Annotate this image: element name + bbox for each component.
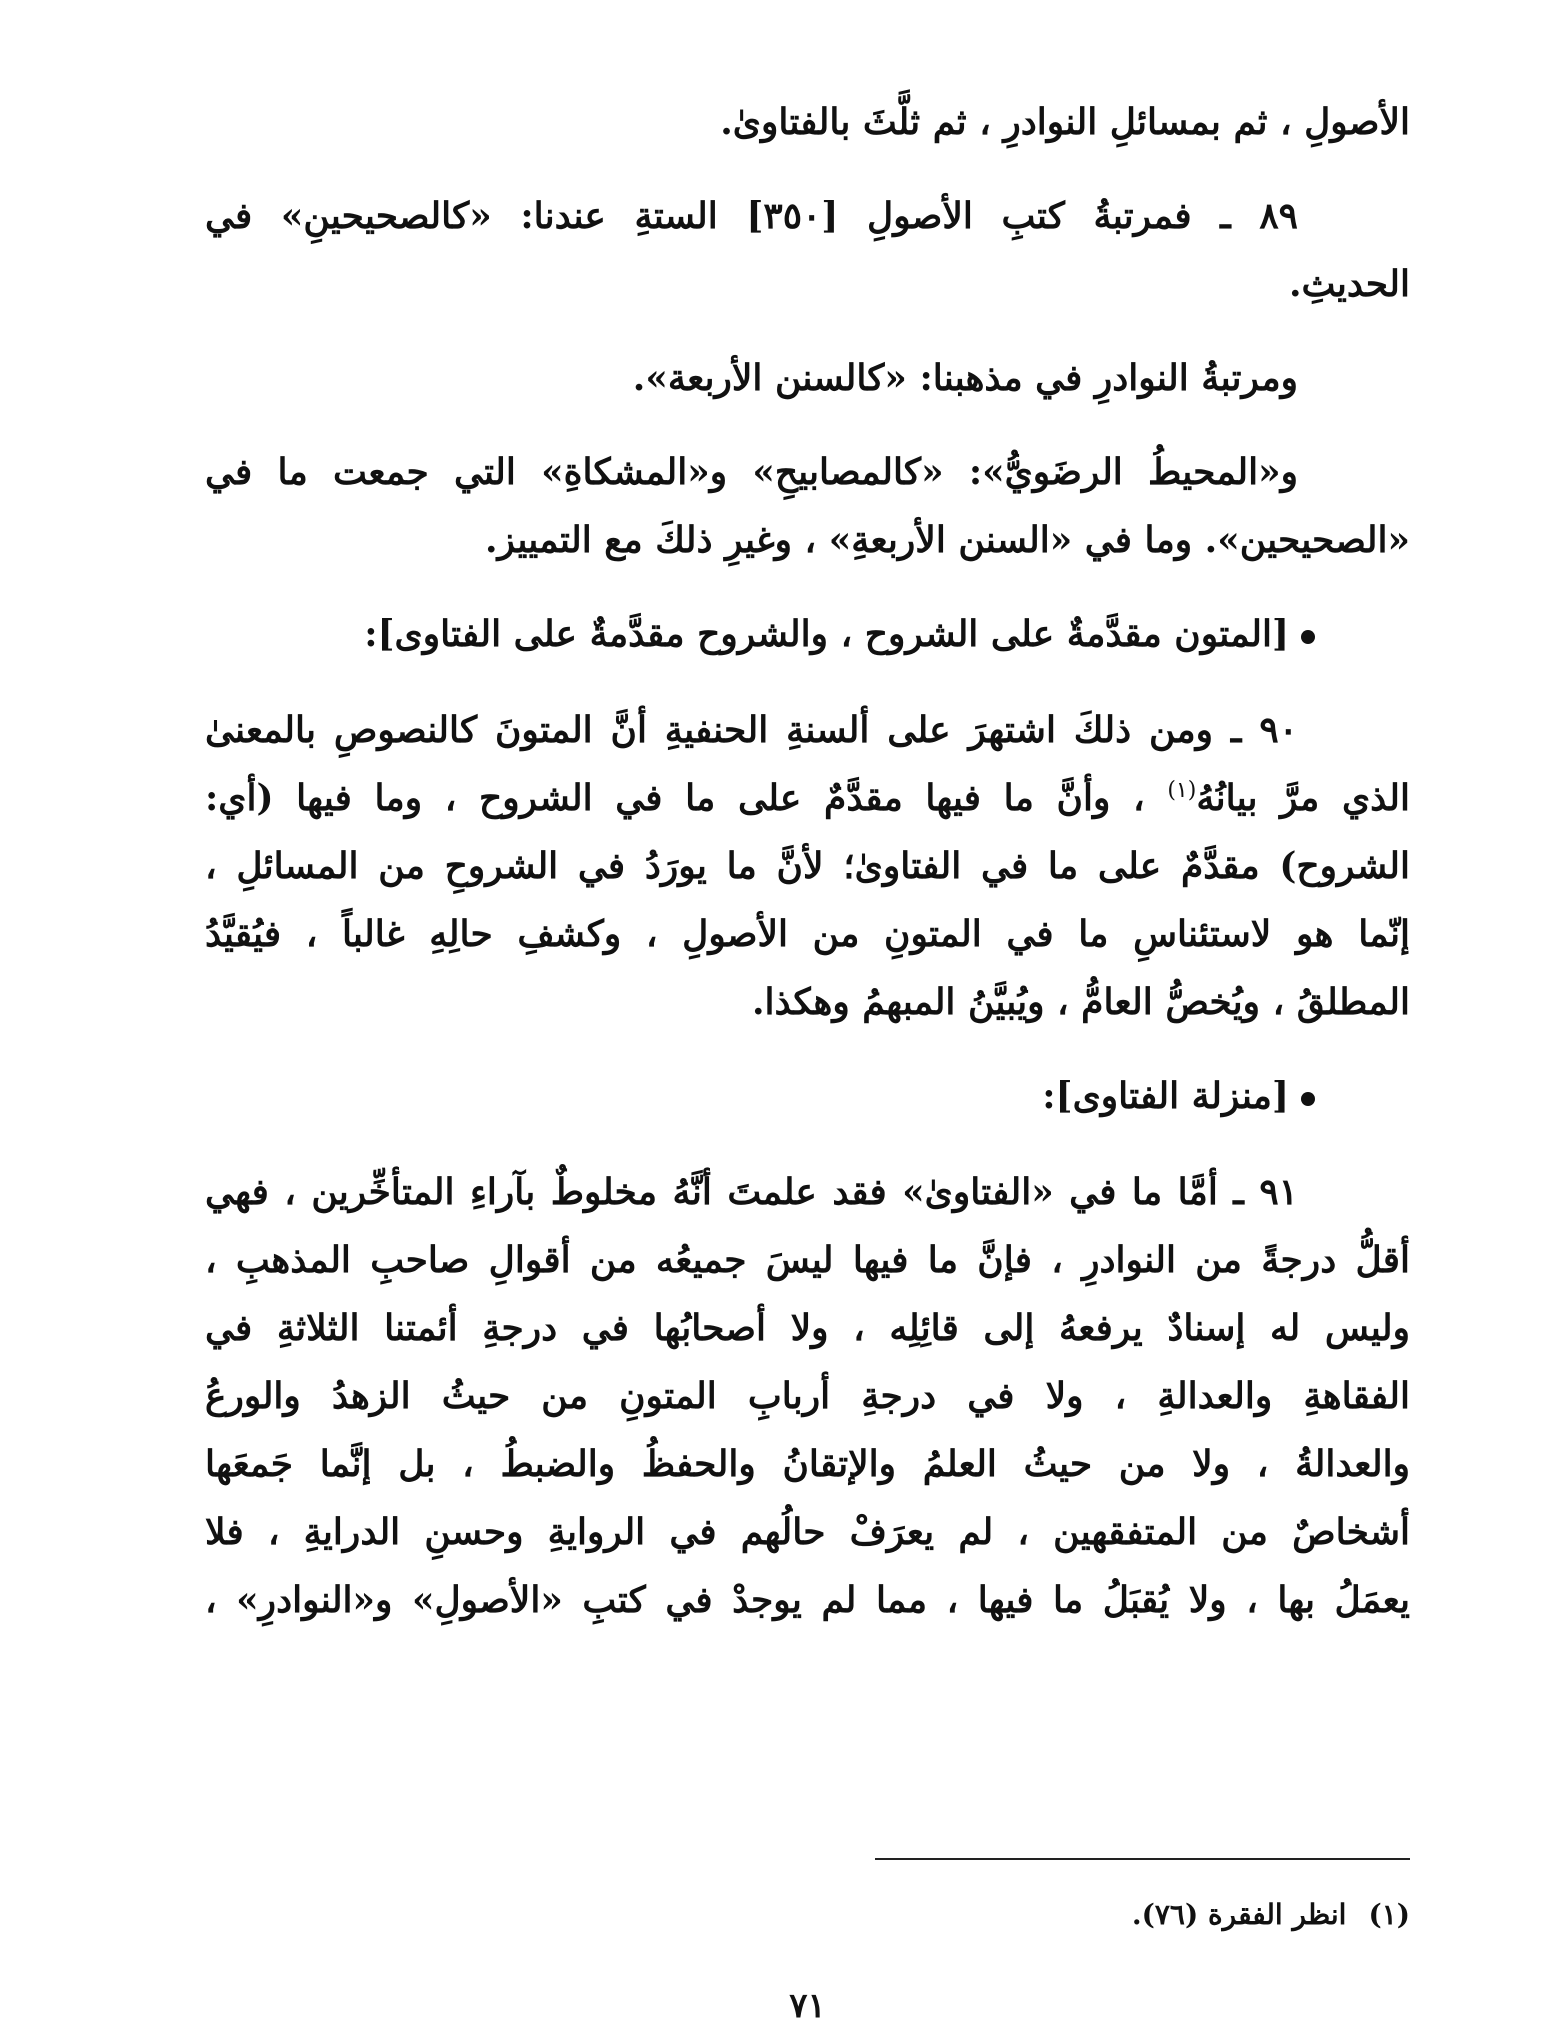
text-line: الشروح) مقدَّمٌ على ما في الفتاوىٰ؛ لأنَّ ما يورَدُ في الشروحِ من المسائلِ ، [205, 845, 1410, 887]
bullet-icon [1301, 630, 1315, 644]
heading-text: [المتون مقدَّمةٌ على الشروح ، والشروح مقدَّمةٌ على الفتاوى]: [364, 613, 1289, 655]
text-line: أقلُّ درجةً من النوادرِ ، فإنَّ ما فيها ليسَ جميعُه من أقوالِ صاحبِ المذهبِ ، [205, 1239, 1410, 1281]
paragraph-91 [205, 1158, 1410, 1634]
footnote-text: انظر الفقرة (٧٦). [1131, 1898, 1347, 1931]
paragraph-89 [205, 182, 1410, 318]
text-line: إنّما هو لاستئناسِ ما في المتونِ من الأصولِ ، وكشفِ حالِهِ غالباً ، فيُقيَّدُ [205, 913, 1410, 955]
text-line: ومرتبةُ النوادرِ في مذهبنا: «كالسنن الأربعة». [632, 357, 1298, 399]
footnote-marker: (١) [1368, 1898, 1410, 1931]
section-heading-mutun [205, 600, 1410, 668]
paragraph-nawadir [205, 344, 1410, 412]
text-line: ٨٩ ـ فمرتبةُ كتبِ الأصولِ [٣٥٠] الستةِ عندنا: «كالصحيحينِ» في [205, 195, 1298, 237]
text-line: ٩١ ـ أمَّا ما في «الفتاوىٰ» فقد علمتَ أنَّهُ مخلوطٌ بآراءِ المتأخِّرين ، فهي [205, 1171, 1298, 1213]
text-line [205, 764, 1410, 832]
text-fragment: ، وأنَّ ما فيها مقدَّمٌ على ما في الشروح ، وما فيها (أي: [205, 777, 1168, 819]
document-page [205, 88, 1410, 2026]
bullet-icon [1301, 1092, 1315, 1106]
paragraph-muhit [205, 438, 1410, 574]
text-line: الفقاهةِ والعدالةِ ، ولا في درجةِ أربابِ المتونِ من حيثُ الزهدُ والورعُ [205, 1375, 1410, 1417]
paragraph-continuation [205, 88, 1410, 156]
heading-text: [منزلة الفتاوى]: [1042, 1075, 1289, 1117]
footnote-divider [875, 1858, 1410, 1860]
text-line: الحديثِ. [1288, 263, 1410, 305]
text-line: المطلقُ ، ويُخصُّ العامُّ ، ويُبيَّنُ المبهمُ وهكذا. [752, 981, 1410, 1023]
text-line: الأصولِ ، ثم بمسائلِ النوادرِ ، ثم ثلَّثَ بالفتاوىٰ. [720, 101, 1410, 143]
footnote-reference[interactable]: (١) [1167, 778, 1197, 803]
footnote [1132, 1895, 1410, 1935]
text-line: ٩٠ ـ ومن ذلكَ اشتهرَ على ألسنةِ الحنفيةِ أنَّ المتونَ كالنصوصِ بالمعنىٰ [205, 709, 1298, 751]
text-line: أشخاصٌ من المتفقهين ، لم يعرَفْ حالُهم في الروايةِ وحسنِ الدرايةِ ، فلا [205, 1511, 1410, 1553]
page-number: ٧١ [789, 1986, 826, 2026]
section-heading-fatawa [205, 1062, 1410, 1130]
paragraph-90 [205, 696, 1410, 1036]
text-line: «الصحيحين». وما في «السنن الأربعةِ» ، وغيرِ ذلكَ مع التمييز. [484, 519, 1410, 561]
text-fragment: الذي مرَّ بيانُهُ [1196, 777, 1410, 819]
text-line: و«المحيطُ الرضَويُّ»: «كالمصابيحِ» و«المشكاةِ» التي جمعت ما في [205, 451, 1298, 493]
text-line: والعدالةُ ، ولا من حيثُ العلمُ والإتقانُ والحفظُ والضبطُ ، بل إنَّما جَمعَها [205, 1443, 1410, 1485]
text-line: يعمَلُ بها ، ولا يُقبَلُ ما فيها ، مما لم يوجدْ في كتبِ «الأصولِ» و«النوادرِ» ، [205, 1579, 1410, 1621]
text-line: وليس له إسنادٌ يرفعهُ إلى قائِلِه ، ولا أصحابُها في درجةِ أئمتنا الثلاثةِ في [205, 1307, 1410, 1349]
